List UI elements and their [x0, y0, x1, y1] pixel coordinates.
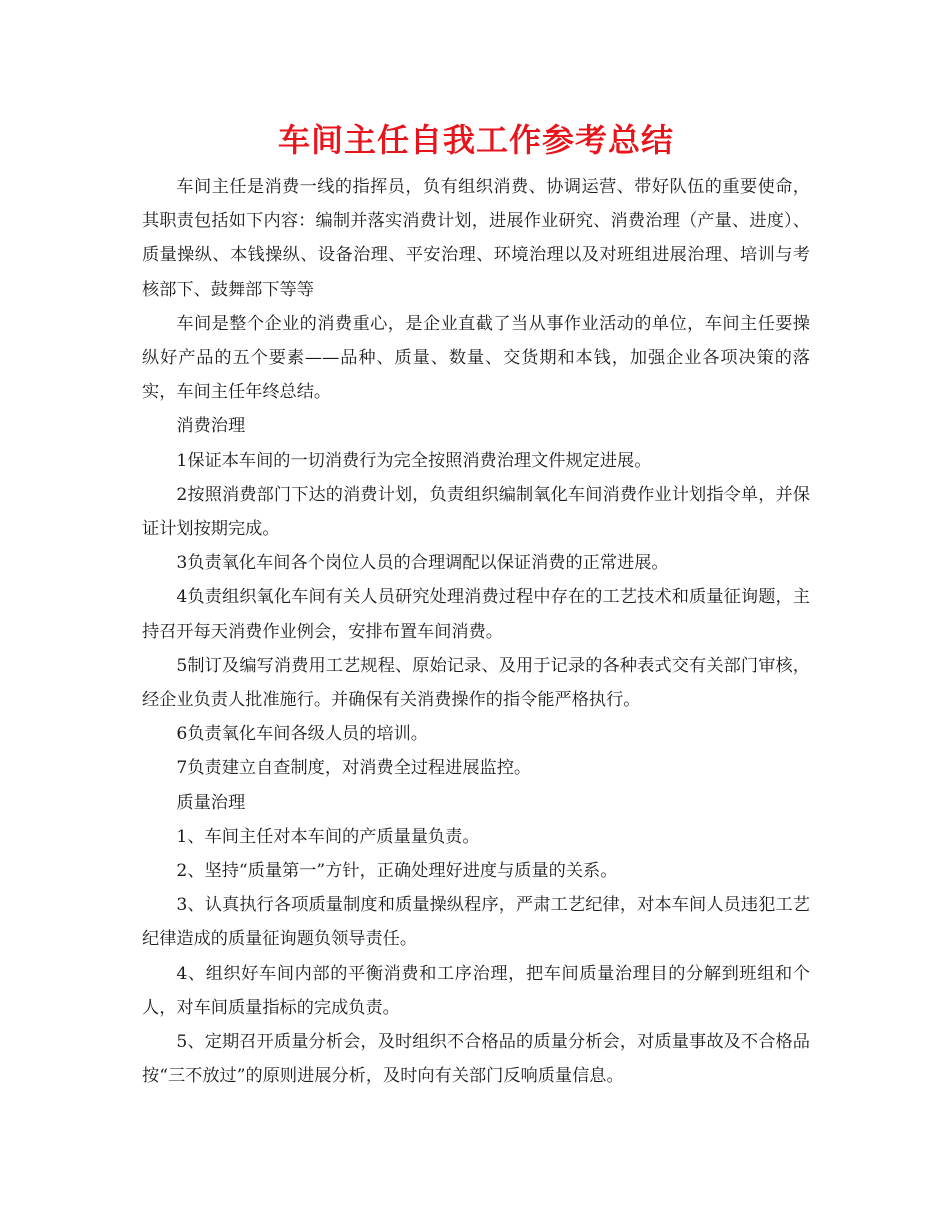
list-item: 1保证本车间的一切消费行为完全按照消费治理文件规定进展。 [176, 450, 652, 471]
list-item: 3、认真执行各项质量制度和质量操纵程序，严肃工艺纪律，对本车间人员违犯工艺纪律造成的质量征询题负领导责任。 [142, 895, 810, 950]
list-item: 3负责氧化车间各个岗位人员的合理调配以保证消费的正常进展。 [176, 553, 669, 574]
section-heading-production: 消费治理 [176, 416, 246, 437]
list-item: 4负责组织氧化车间有关人员研究处理消费过程中存在的工艺技术和质量征询题，主持召开每天消费作业例会，安排布置车间消费。 [142, 587, 810, 642]
list-item: 2、坚持“质量第一”方针，正确处理好进度与质量的关系。 [176, 861, 618, 882]
list-item: 4、组织好车间内部的平衡消费和工序治理，把车间质量治理目的分解到班组和个人，对车间质量指标的完成负责。 [142, 963, 810, 1018]
paragraph: 车间是整个企业的消费重心，是企业直截了当从事作业活动的单位，车间主任要操纵好产品的五个要素——品种、质量、数量、交货期和本钱，加强企业各项决策的落实，车间主任年终总结。 [142, 313, 810, 403]
document-page [142, 118, 810, 1093]
list-item: 1、车间主任对本车间的产质量量负责。 [176, 826, 480, 847]
list-item: 5制订及编写消费用工艺规程、原始记录、及用于记录的各种表式交有关部门审核，经企业负责人批准施行。并确保有关消费操作的指令能严格执行。 [142, 655, 810, 711]
list-item: 6负责氧化车间各级人员的培训。 [176, 724, 428, 745]
paragraph: 车间主任是消费一线的指挥员，负有组织消费、协调运营、带好队伍的重要使命，其职责包括如下内容：编制并落实消费计划，进展作业研究、消费治理（产量、进度）、质量操纵、本钱操纵、设备治理、平安治理、环境治理以及对班组进展治理、培训与考核部下、鼓舞部下等等 [142, 177, 810, 300]
list-item: 7负责建立自查制度，对消费全过程进展监控。 [176, 758, 532, 779]
section-heading-quality: 质量治理 [176, 792, 246, 813]
document-title: 车间主任自我工作参考总结 [277, 121, 674, 159]
list-item: 2按照消费部门下达的消费计划，负责组织编制氧化车间消费作业计划指令单，并保证计划按期完成。 [142, 484, 810, 540]
list-item: 5、定期召开质量分析会，及时组织不合格品的质量分析会，对质量事故及不合格品按“三不放过”的原则进展分析，及时向有关部门反响质量信息。 [142, 1032, 810, 1087]
